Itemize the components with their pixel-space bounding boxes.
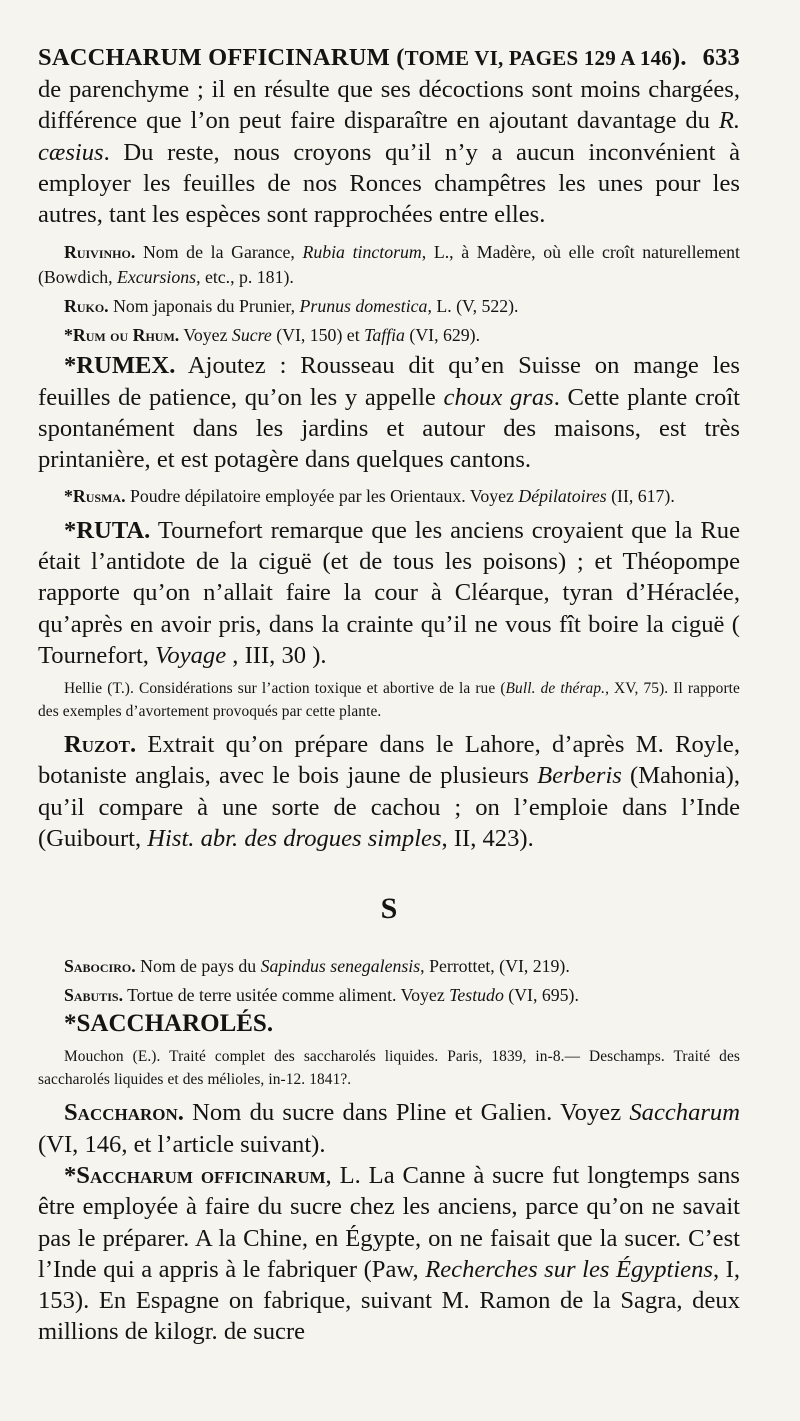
entry-headword: *Rusma. [64, 485, 126, 506]
italic-span: R. cæsius [38, 107, 740, 166]
italic-span: Dépilatoires [518, 485, 607, 506]
text-span: , L. La Canne à sucre fut longtemps sans être employée à faire du sucre chez les anciens, parce qu’on ne savait pas le préparer. A la Chine, en Égypte, on ne faisait que la sucer. C’est l’Inde qui a appris à le fabriquer (Paw, [38, 1161, 740, 1283]
italic-span: choux gras [443, 383, 554, 411]
italic-span: Voyage [155, 641, 227, 669]
page-number: 633 [702, 44, 740, 71]
entry-headword: Sabociro. [64, 956, 136, 977]
text-span: . Cette plante croît spontanément dans les jardins et autour des maisons, est très printanière, et est potagère dans quelques cantons. [38, 383, 740, 474]
italic-span: Sapindus senegalensis [260, 956, 421, 977]
running-title [38, 44, 687, 72]
entry-headword: Ruko. [64, 296, 109, 317]
entry-ruzot [38, 729, 740, 854]
entry-saccharoles-heading: *SACCHAROLÉS. [64, 1010, 274, 1038]
text-span: Nom du sucre dans Pline et Galien. Voyez [183, 1099, 630, 1127]
entry-headword: *Rum ou Rhum. [64, 325, 180, 346]
text-span: , etc., p. 181). [196, 267, 294, 288]
text-span: Hellie (T.). Considérations sur l’action toxique et abortive de la rue ( [64, 680, 506, 698]
biblio-mouchon: Mouchon (E.). Traité complet des saccharolés liquides. Paris, 1839, in-8.— Deschamps. Traité des saccharolés liquides et des mélioles, in-12. 1841?. [38, 1048, 740, 1089]
entry-rum [38, 323, 740, 348]
entry-rusma [38, 484, 740, 509]
running-title-volume: TOME VI, PAGES 129 A 146 [404, 46, 672, 70]
italic-span: Prunus domestica [299, 296, 428, 317]
italic-span: Saccharum [629, 1099, 740, 1127]
text-span: (Mahonia), qu’il compare à une sorte de cachou ; on l’emploie dans l’Inde (Guibourt, [38, 762, 740, 853]
entry-ruivinho [38, 240, 740, 290]
entry-headword: Ruzot. [64, 731, 137, 759]
text-span: , I, 153). En Espagne on fabrique, suivant M. Ramon de la Sagra, deux millions de kilogr. de sucre [38, 1255, 740, 1346]
biblio-hellie [38, 677, 740, 723]
entry-headword: Ruivinho. [64, 242, 136, 263]
entry-sabutis [38, 983, 740, 1008]
italic-span: Excursions [117, 267, 197, 288]
entry-rumex [38, 350, 740, 475]
text-span: Tournefort remarque que les anciens croyaient que la Rue était l’antidote de la ciguë (et de tous les poisons) ; et Théopompe rapporte qu’on n’allait faire la cour à Cléarque, tyran d’Héraclée, qu’après en avoir pris, dans la crainte qu’il ne vous fît boire la ciguë ( Tournefort, [38, 516, 740, 669]
entry-ruta [38, 515, 740, 671]
entry-sabociro [38, 954, 740, 979]
text-span: (VI, 695). [503, 985, 579, 1006]
italic-span: Rubia tinctorum [302, 242, 422, 263]
italic-span: Recherches sur les Égyptiens [425, 1255, 713, 1283]
text-span: (VI, 146, et l’article suivant). [38, 1130, 326, 1158]
entry-saccharum-officinarum [38, 1160, 740, 1348]
running-title-prefix: SACCHARUM OFFICINARUM ( [38, 44, 405, 71]
text-span: (VI, 629). [404, 325, 481, 346]
text-span: Tortue de terre usitée comme aliment. Voyez [123, 985, 450, 1006]
running-title-suffix: ). [671, 44, 687, 71]
italic-span: Hist. abr. des drogues simples [147, 825, 442, 853]
text-span: , Perrottet, (VI, 219). [420, 956, 570, 977]
entry-ruko [38, 294, 740, 319]
text-span: , XV, 75). Il rapporte des exemples d’avortement provoqués par cette plante. [38, 680, 740, 721]
text-span: (II, 617). [606, 485, 675, 506]
italic-span: Sucre [231, 325, 272, 346]
entry-saccharon [38, 1097, 740, 1160]
text-span: de parenchyme ; il en résulte que ses décoctions sont moins chargées, différence que l’on peut faire disparaître en ajoutant davantage du [38, 76, 740, 135]
text-span: , L. (V, 522). [427, 296, 519, 317]
section-letter: S [380, 892, 398, 926]
text-span: , L., à Madère, où elle croît naturellement (Bowdich, [38, 242, 740, 288]
entry-headword: *RUTA. [64, 516, 151, 544]
running-header [38, 44, 740, 72]
entry-headword: *RUMEX. [64, 352, 176, 380]
italic-span: Taffia [364, 325, 405, 346]
text-span: (VI, 150) et [271, 325, 365, 346]
italic-span: Bull. de thérap. [505, 680, 606, 698]
text-span: Nom de pays du [135, 956, 261, 977]
text-span: . Du reste, nous croyons qu’il n’y a aucun inconvénient à employer les feuilles de nos Ronces champêtres les unes pour les autres, tant les espèces sont rapprochées entre elles. [38, 138, 740, 229]
text-span: Nom de la Garance, [135, 242, 303, 263]
text-span: , III, 30 ). [226, 641, 327, 669]
italic-span: Berberis [537, 762, 622, 790]
entry-headword: *Saccharum officinarum [64, 1161, 326, 1189]
italic-span: Testudo [449, 985, 504, 1006]
text-span: , II, 423). [441, 825, 534, 853]
entry-headword: Sabutis. [64, 985, 124, 1006]
text-span: Nom japonais du Prunier, [108, 296, 300, 317]
text-span: Ajoutez : Rousseau dit qu’en Suisse on mange les feuilles de patience, qu’on les y appelle [38, 352, 740, 411]
text-span: Poudre dépilatoire employée par les Orientaux. Voyez [125, 485, 519, 506]
text-span: Voyez [179, 325, 232, 346]
entry-headword: Saccharon. [64, 1099, 184, 1127]
paragraph-ronces [38, 74, 740, 230]
text-span: Extrait qu’on prépare dans le Lahore, d’après M. Royle, botaniste anglais, avec le bois jaune de plusieurs [38, 731, 740, 790]
